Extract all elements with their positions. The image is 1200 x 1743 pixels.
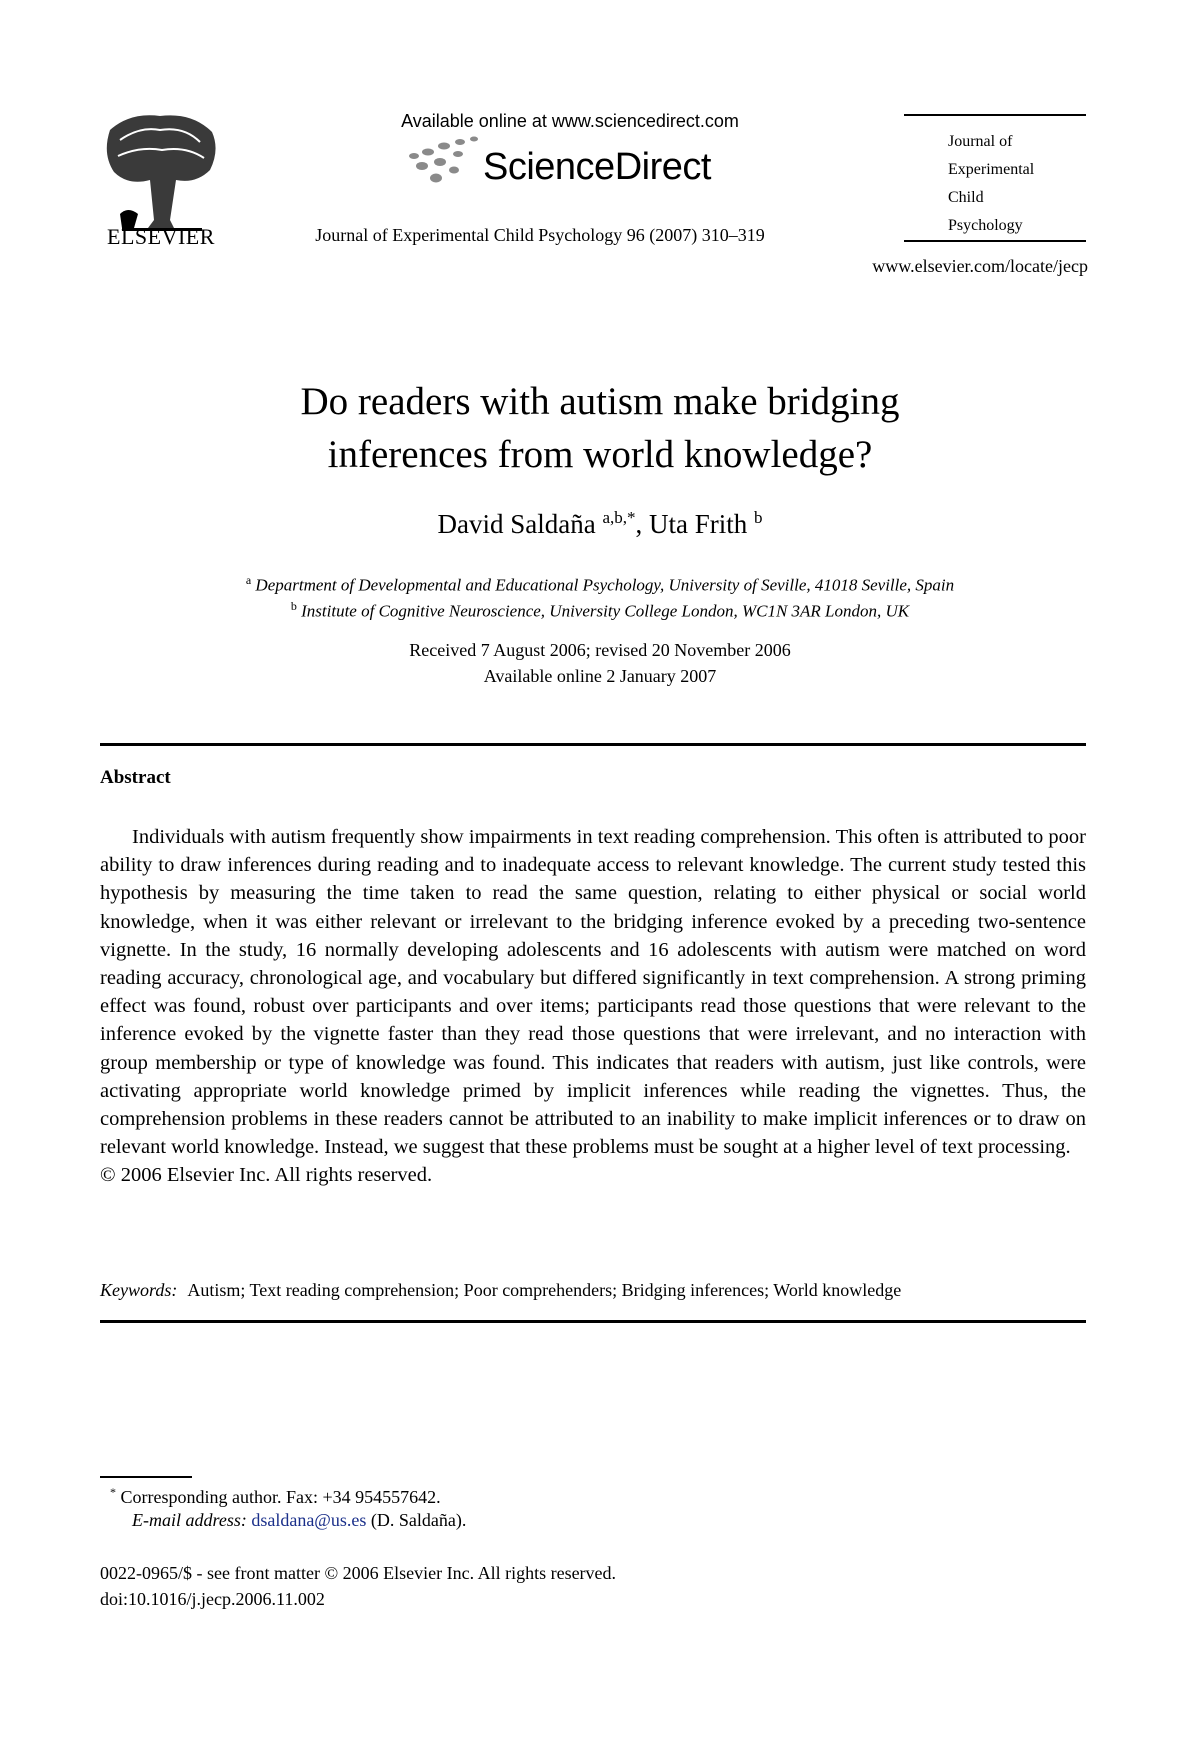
abstract-copyright: © 2006 Elsevier Inc. All rights reserved. [100, 1164, 433, 1187]
journal-title-box [904, 114, 1086, 242]
author-2-name[interactable]: Uta Frith [649, 509, 748, 539]
footnote-mark: * [110, 1485, 116, 1499]
journal-box-line-3: Child [948, 189, 984, 206]
abstract-body [100, 823, 1086, 1190]
sciencedirect-dots-icon [400, 134, 486, 190]
email-label: E-mail address: [132, 1510, 247, 1530]
affiliation-b-text: Institute of Cognitive Neuroscience, University College London, WC1N 3AR London, UK [301, 601, 910, 621]
keywords-label: Keywords: [100, 1280, 178, 1300]
journal-box-line-2: Experimental [948, 161, 1035, 178]
top-divider [100, 743, 1086, 746]
author-1-marks: a,b,* [602, 508, 636, 527]
author-list [100, 508, 1100, 540]
affiliation-a-text: Department of Developmental and Educational Psychology, University of Seville, 41018 Seville, Spain [255, 575, 955, 595]
affiliation-a-mark: a [245, 573, 252, 587]
keywords-text: Autism; Text reading comprehension; Poor comprehenders; Bridging inferences; World knowledge [187, 1280, 902, 1300]
issn-line: 0022-0965/$ - see front matter © 2006 Elsevier Inc. All rights reserved. [100, 1563, 617, 1583]
title-line-1: Do readers with autism make bridging [300, 380, 900, 423]
email-link[interactable]: dsaldana@us.es [251, 1510, 367, 1530]
title-line-2: inferences from world knowledge? [327, 433, 873, 476]
received-dates: Received 7 August 2006; revised 20 November 2006 [409, 640, 791, 660]
abstract-text: Individuals with autism frequently show impairments in text reading comprehension. This often is attributed to poor ability to draw inferences during reading and to inadequate access to relevant knowledge. The current study tested this hypothesis by measuring the time taken to read the same question, relating to either physical or social world knowledge, when it was either relevant or irrelevant to the bridging inference evoked by a preceding two-sentence vignette. In the study, 16 normally developing adolescents and 16 adolescents with autism were matched on word reading accuracy, chronological age, and vocabulary but differed significantly in text comprehension. A strong priming effect was found, robust over participants and over items; participants read those questions that were relevant to the inference evoked by the vignette faster than they read those questions that were irrelevant, and no interaction with group membership or type of knowledge was found. This indicates that readers with autism, just like controls, were activating appropriate world knowledge primed by implicit inferences while reading the vignettes. Thus, the comprehension problems in these readers cannot be attributed to an inability to make implicit inferences or to draw on relevant world knowledge. Instead, we suggest that these problems must be sought at a higher level of text processing. [100, 826, 1086, 1159]
elsevier-wordmark: ELSEVIER [107, 224, 215, 249]
journal-citation: Journal of Experimental Child Psychology 96 (2007) 310–319 [315, 225, 765, 245]
journal-box-line-4: Psychology [948, 217, 1023, 234]
email-suffix: (D. Saldaña). [366, 1510, 467, 1530]
author-1-name[interactable]: David Saldaña [437, 509, 596, 539]
available-online-text: Available online at www.sciencedirect.com [401, 111, 739, 131]
sciencedirect-wordmark: ScienceDirect [483, 146, 711, 188]
doi-link[interactable]: doi:10.1016/j.jecp.2006.11.002 [100, 1589, 325, 1609]
affiliation-a [100, 573, 1100, 596]
affiliation-b [100, 599, 1100, 622]
abstract-heading: Abstract [100, 767, 171, 788]
keywords [100, 1280, 1086, 1301]
corresponding-author-text: Corresponding author. Fax: +34 954557642. [120, 1487, 441, 1507]
journal-url-link[interactable]: www.elsevier.com/locate/jecp [872, 256, 1088, 276]
footnote-rule [100, 1476, 192, 1478]
affiliation-b-mark: b [290, 599, 297, 613]
author-2-marks: b [754, 508, 763, 527]
journal-box-line-1: Journal of [948, 133, 1013, 150]
author-separator: , [635, 509, 649, 539]
corresponding-author-note [110, 1485, 441, 1508]
bottom-divider [100, 1320, 1086, 1323]
email-note [132, 1510, 466, 1531]
article-title [100, 375, 1100, 481]
available-online-date: Available online 2 January 2007 [483, 666, 717, 686]
